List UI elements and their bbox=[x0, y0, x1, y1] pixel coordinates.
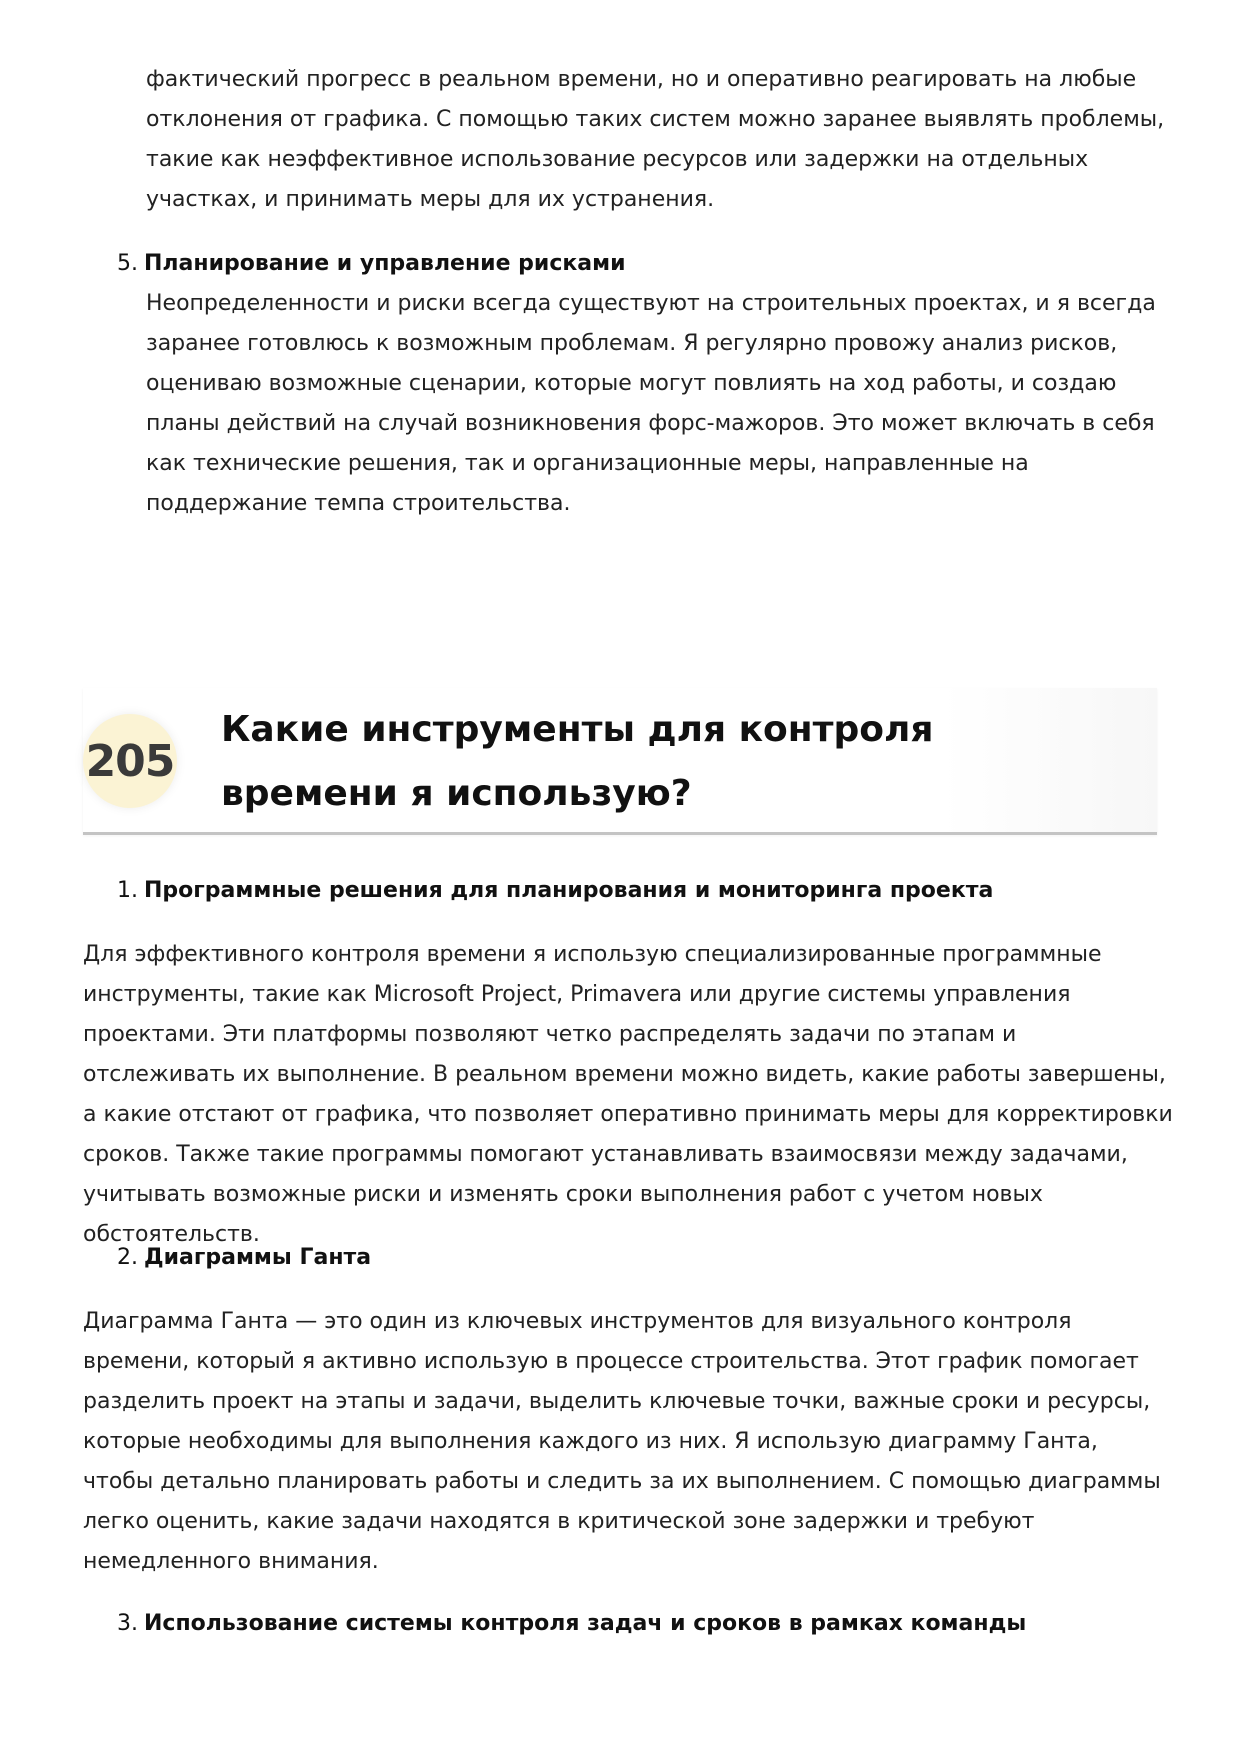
list-item-title-3 bbox=[110, 1604, 1026, 1644]
list-item-number: 1. bbox=[117, 878, 138, 903]
list-item-number: 5. bbox=[117, 251, 138, 276]
list-item-title-text: Программные решения для планирования и мониторинга проекта bbox=[144, 878, 994, 903]
list-item-title-2 bbox=[110, 1238, 371, 1278]
section-title: Какие инструменты для контроля времени я использую? bbox=[221, 709, 934, 814]
section-number-badge: 205 bbox=[83, 714, 177, 808]
software-tools-paragraph: Для эффективного контроля времени я использую специализированные программные инструменты, такие как Microsoft Project, Primavera или другие системы управления проектами. Эти платформы позволяют четко распределять задачи по этапам и отслеживать их выполнение. В реальном времени можно видеть, какие работы завершены, а какие отстают от графика, что позволяет оперативно принимать меры для корректировки сроков. Также такие программы помогают устанавливать взаимосвязи между задачами, учитывать возможные риски и изменять сроки выполнения работ с учетом новых обстоятельств. bbox=[83, 942, 1173, 1247]
section-header bbox=[83, 688, 1157, 835]
list-item-title-1 bbox=[110, 871, 993, 911]
list-item-title-text: Планирование и управление рисками bbox=[144, 251, 626, 276]
list-item-title-text: Диаграммы Ганта bbox=[144, 1245, 372, 1270]
list-item-title-5 bbox=[110, 244, 626, 284]
list-item-title-text: Использование системы контроля задач и сроков в рамках команды bbox=[144, 1611, 1027, 1636]
list-item-number: 3. bbox=[117, 1611, 138, 1636]
list-item-number: 2. bbox=[117, 1245, 138, 1270]
gantt-paragraph: Диаграмма Ганта — это один из ключевых инструментов для визуального контроля времени, который я активно использую в процессе строительства. Этот график помогает разделить проект на этапы и задачи, выделить ключевые точки, важные сроки и ресурсы, которые необходимы для выполнения каждого из них. Я использую диаграмму Ганта, чтобы детально планировать работы и следить за их выполнением. С помощью диаграммы легко оценить, какие задачи находятся в критической зоне задержки и требуют немедленного внимания. bbox=[83, 1309, 1161, 1574]
intro-continuation-paragraph: фактический прогресс в реальном времени, но и оперативно реагировать на любые отклонения от графика. С помощью таких систем можно заранее выявлять проблемы, такие как неэффективное использование ресурсов или задержки на отдельных участках, и принимать меры для их устранения. bbox=[146, 67, 1165, 212]
risk-management-paragraph: Неопределенности и риски всегда существуют на строительных проектах, и я всегда заранее готовлюсь к возможным проблемам. Я регулярно провожу анализ рисков, оцениваю возможные сценарии, которые могут повлиять на ход работы, и создаю планы действий на случай возникновения форс-мажоров. Это может включать в себя как технические решения, так и организационные меры, направленные на поддержание темпа строительства. bbox=[146, 291, 1156, 516]
